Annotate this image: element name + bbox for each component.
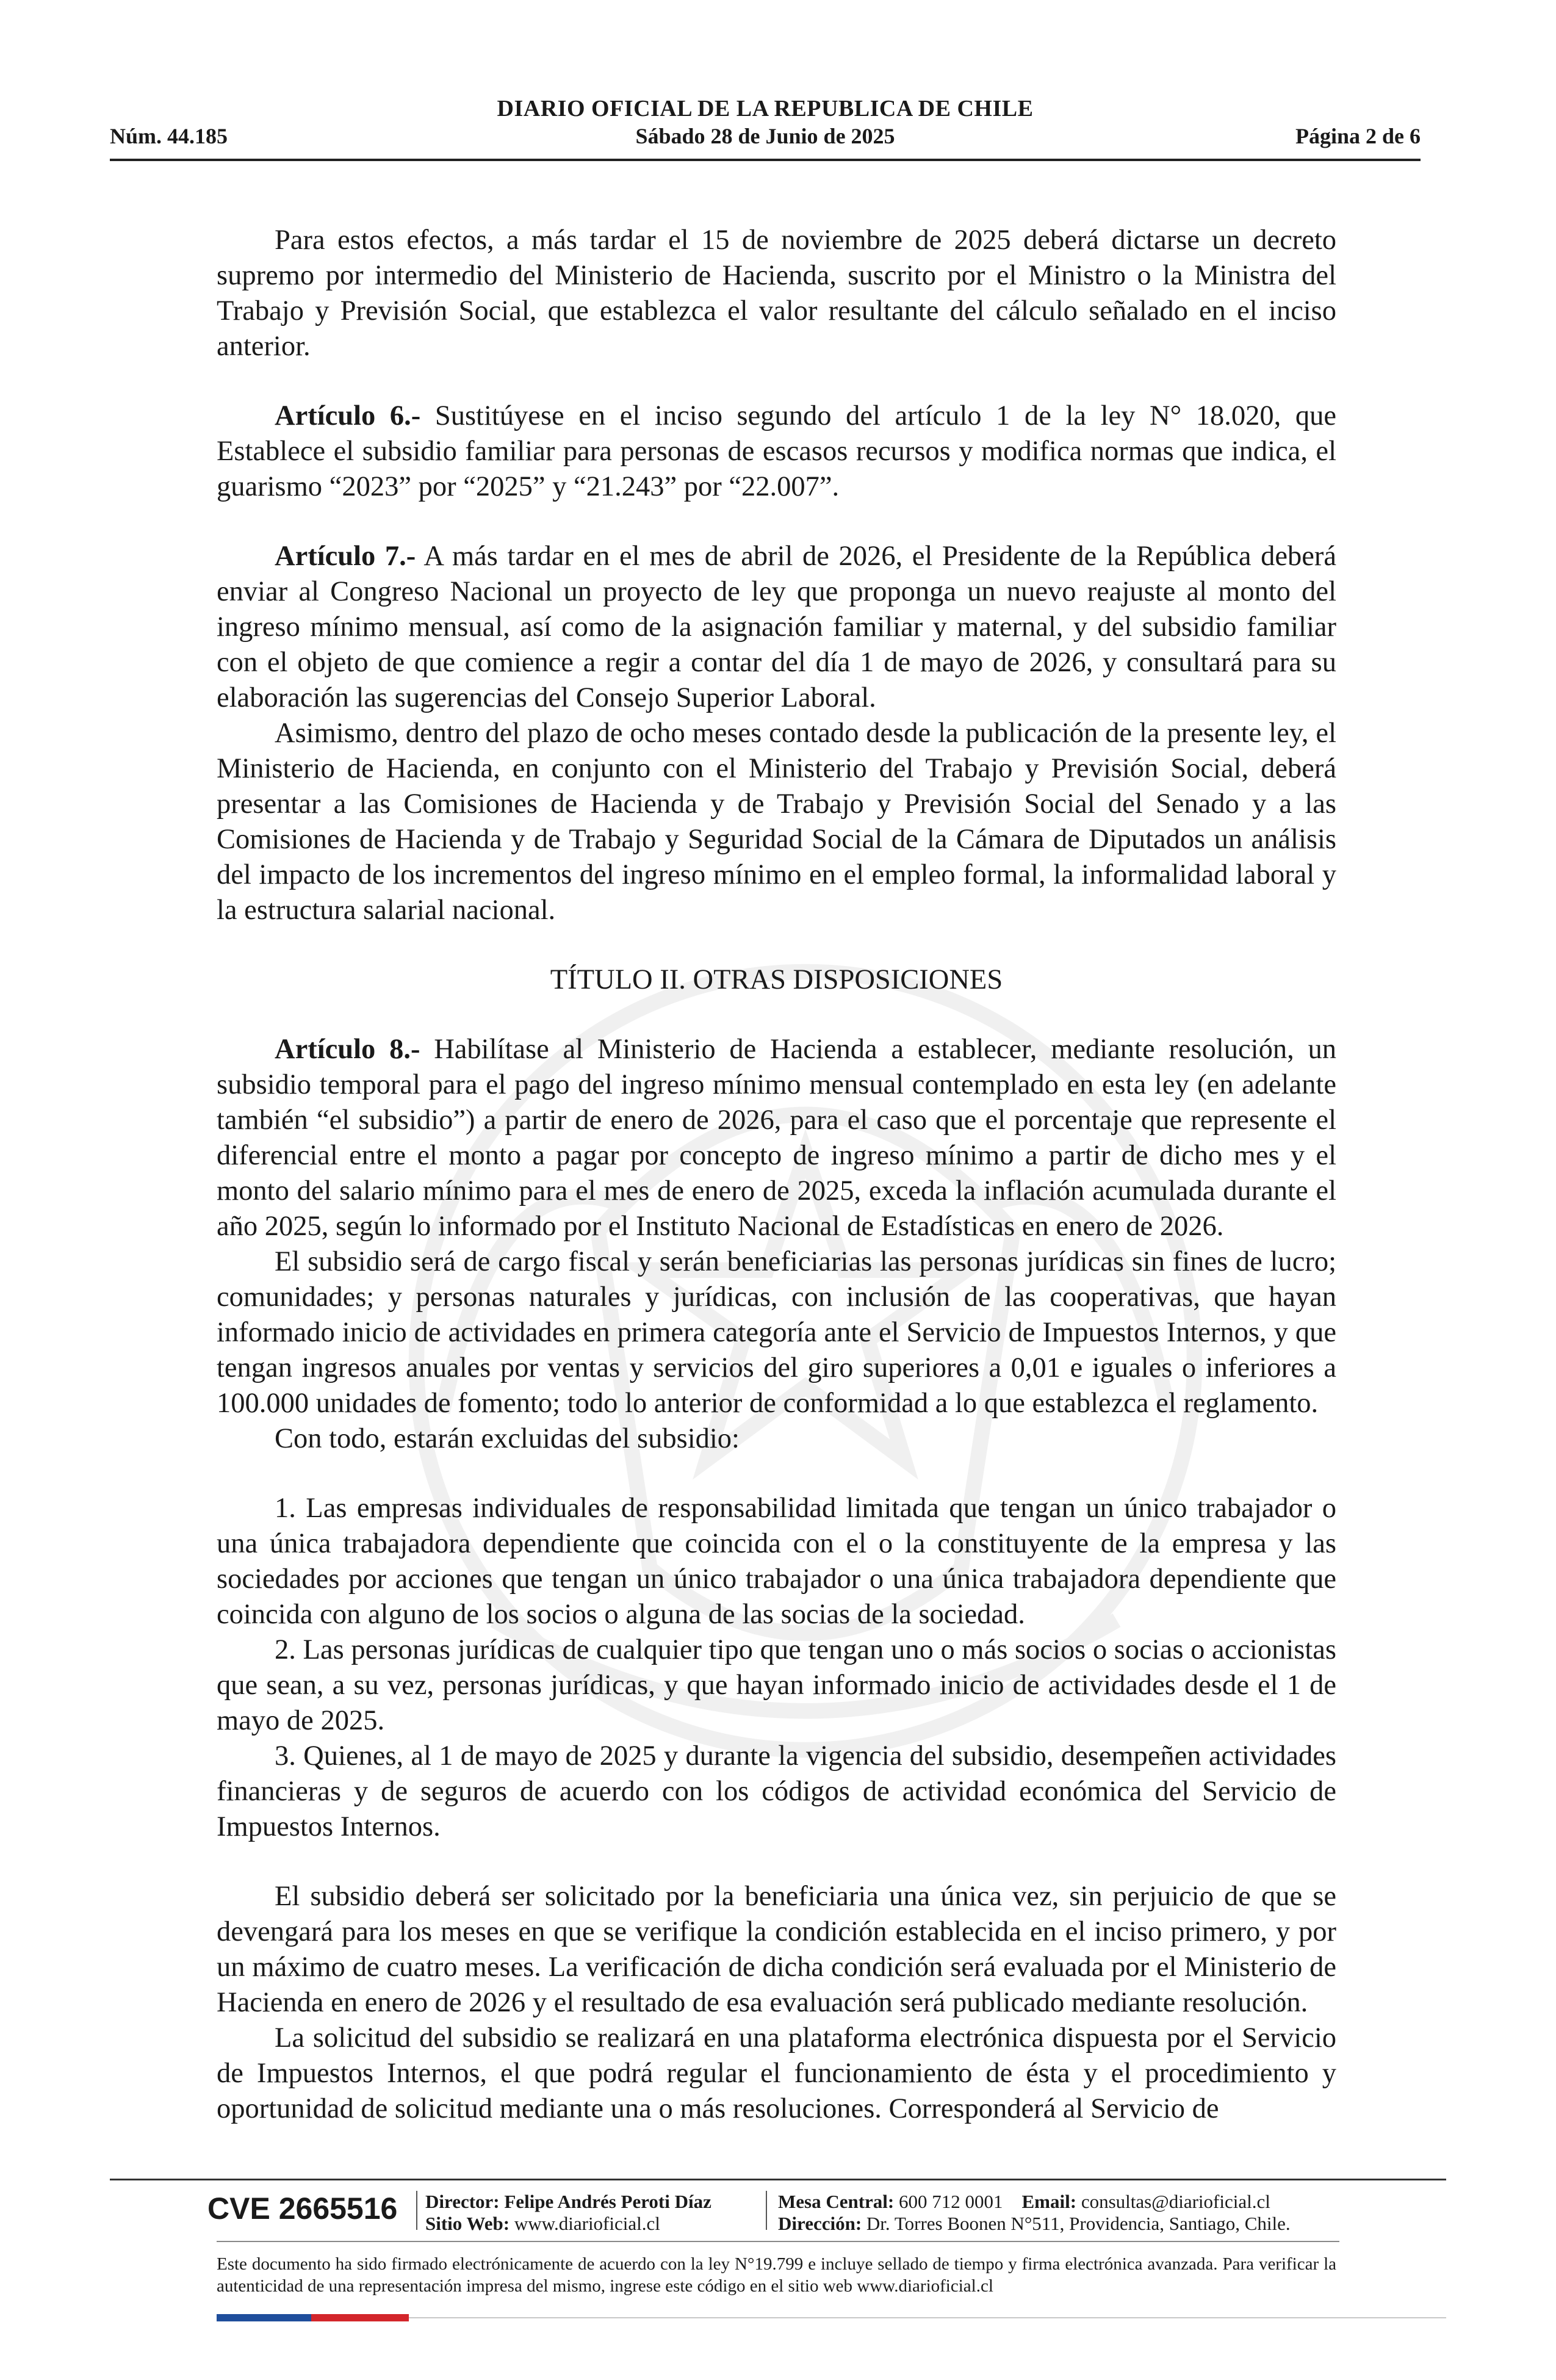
paragraph: Asimismo, dentro del plazo de ocho meses contado desde la publicación de la presente ley, el Ministerio de Hacienda, en conjunto con el Ministerio del Trabajo y Previsión Social, deberá presentar a las Comisiones de Hacienda y de Trabajo y Previsión Social del Senado y a las Comisiones de Hacienda y de Trabajo y Seguridad Social de la Cámara de Diputados un análisis del impacto de los incrementos del ingreso mínimo en el empleo formal, la informalidad laboral y la estructura salarial nacional. xyxy=(217,718,1336,926)
cve-code: CVE 2665516 xyxy=(207,2191,398,2226)
website-label: Sitio Web: xyxy=(425,2213,510,2234)
article-7 xyxy=(217,539,1336,716)
director-name: Felipe Andrés Peroti Díaz xyxy=(504,2191,711,2212)
director-label: Director: xyxy=(425,2191,500,2212)
flag-stripe-line xyxy=(409,2317,1446,2318)
paragraph: La solicitud del subsidio se realizará en una plataforma electrónica dispuesta por el Servicio de Impuestos Internos, el que podrá regular el funcionamiento de ésta y el procedimiento y oportunidad de solicitud mediante una o más resoluciones. Corresponderá al Servicio de xyxy=(217,2022,1336,2124)
page-header xyxy=(110,92,1421,161)
article-text: Sustitúyese en el inciso segundo del artículo 1 de la ley N° 18.020, que Establece el subsidio familiar para personas de escasos recursos y modifica normas que indica, el guarismo “2023” por “2025” y “21.243” por “22.007”. xyxy=(217,400,1336,502)
footer-separator xyxy=(766,2191,767,2230)
list-item: 1. Las empresas individuales de responsabilidad limitada que tengan un único trabajador o una única trabajadora dependiente que coincida con el o la constituyente de la empresa y las sociedades por acciones que tengan un único trabajador o una única trabajadora dependiente que coincida con alguno de los socios o alguna de las socias de la sociedad. xyxy=(217,1493,1336,1630)
article-label: Artículo 6.- xyxy=(275,400,421,431)
paragraph: Para estos efectos, a más tardar el 15 de noviembre de 2025 deberá dictarse un decreto supremo por intermedio del Ministerio de Hacienda, suscrito por el Ministro o la Ministra del Trabajo y Previsión Social, que establezca el valor resultante del cálculo señalado en el inciso anterior. xyxy=(217,225,1336,362)
list-item: 2. Las personas jurídicas de cualquier tipo que tengan uno o más socios o socias o accionistas que sean, a su vez, personas jurídicas, y que hayan informado inicio de actividades desde el 1 de mayo de 2025. xyxy=(217,1634,1336,1736)
issue-date: Sábado 28 de Junio de 2025 xyxy=(635,124,895,148)
email-label: Email: xyxy=(1021,2191,1077,2212)
address-text: Dr. Torres Boonen N°511, Providencia, Santiago, Chile. xyxy=(866,2213,1291,2234)
paragraph: Con todo, estarán excluidas del subsidio: xyxy=(275,1423,740,1454)
document-body xyxy=(217,223,1336,2127)
article-label: Artículo 8.- xyxy=(275,1034,420,1065)
website-link[interactable]: www.diarioficial.cl xyxy=(514,2213,660,2234)
footer-director-block xyxy=(425,2191,711,2235)
paragraph: El subsidio deberá ser solicitado por la beneficiaria una única vez, sin perjuicio de que se devengará para los meses en que se verifique la condición establecida en el inciso primero, y por un máximo de cuatro meses. La verificación de dicha condición será evaluada por el Ministerio de Hacienda en enero de 2026 y el resultado de esa evaluación será publicado mediante resolución. xyxy=(217,1881,1336,2018)
section-title: TÍTULO II. OTRAS DISPOSICIONES xyxy=(550,964,1003,995)
signature-disclaimer: Este documento ha sido firmado electrónicamente de acuerdo con la ley N°19.799 e incluye sellado de tiempo y firma electrónica avanzada. Para verificar la autenticidad de una representación impresa del mismo, ingrese este código en el sitio web www.diarioficial.cl xyxy=(217,2254,1336,2296)
issue-number: Núm. 44.185 xyxy=(110,124,228,148)
page-indicator: Página 2 de 6 xyxy=(1295,124,1421,148)
article-text: A más tardar en el mes de abril de 2026, el Presidente de la República deberá enviar al Congreso Nacional un proyecto de ley que proponga un nuevo reajuste al monto del ingreso mínimo mensual, así como de la asignación familiar y maternal, y del subsidio familiar con el objeto de que comience a regir a contar del día 1 de mayo de 2026, y consultará para su elaboración las sugerencias del Consejo Superior Laboral. xyxy=(217,541,1336,713)
article-8 xyxy=(217,1032,1336,1244)
footer-separator xyxy=(416,2191,417,2230)
publication-title: DIARIO OFICIAL DE LA REPUBLICA DE CHILE xyxy=(497,96,1034,121)
list-item: 3. Quienes, al 1 de mayo de 2025 y durante la vigencia del subsidio, desempeñen actividades financieras y de seguros de acuerdo con los códigos de actividad económica del Servicio de Impuestos Internos. xyxy=(217,1740,1336,1842)
article-label: Artículo 7.- xyxy=(275,541,416,572)
mesa-phone: 600 712 0001 xyxy=(899,2191,1003,2212)
email-link[interactable]: consultas@diarioficial.cl xyxy=(1081,2191,1270,2212)
address-label: Dirección: xyxy=(778,2213,862,2234)
footer-divider xyxy=(110,2179,1446,2180)
article-text: Habilítase al Ministerio de Hacienda a establecer, mediante resolución, un subsidio temporal para el pago del ingreso mínimo mensual contemplado en esta ley (en adelante también “el subsidio”) a partir de enero de 2026, para el caso que el porcentaje que represente el diferencial entre el monto a pagar por concepto de ingreso mínimo a partir de dicho mes y el monto del salario mínimo para el mes de enero de 2025, exceda la inflación acumulada durante el año 2025, según lo informado por el Instituto Nacional de Estadísticas en enero de 2026. xyxy=(217,1034,1336,1242)
footer-divider xyxy=(217,2241,1339,2242)
flag-stripe-red xyxy=(311,2314,409,2321)
article-6 xyxy=(217,398,1336,505)
paragraph: El subsidio será de cargo fiscal y serán beneficiarias las personas jurídicas sin fines de lucro; comunidades; y personas naturales y jurídicas, con inclusión de las cooperativas, que hayan informado inicio de actividades en primera categoría ante el Servicio de Impuestos Internos, y que tengan ingresos anuales por ventas y servicios del giro superiores a 0,01 e iguales o inferiores a 100.000 unidades de fomento; todo lo anterior de conformidad a lo que establezca el reglamento. xyxy=(217,1246,1336,1419)
footer-contact-block xyxy=(778,2191,1291,2235)
flag-stripe-blue xyxy=(217,2314,311,2321)
mesa-label: Mesa Central: xyxy=(778,2191,895,2212)
